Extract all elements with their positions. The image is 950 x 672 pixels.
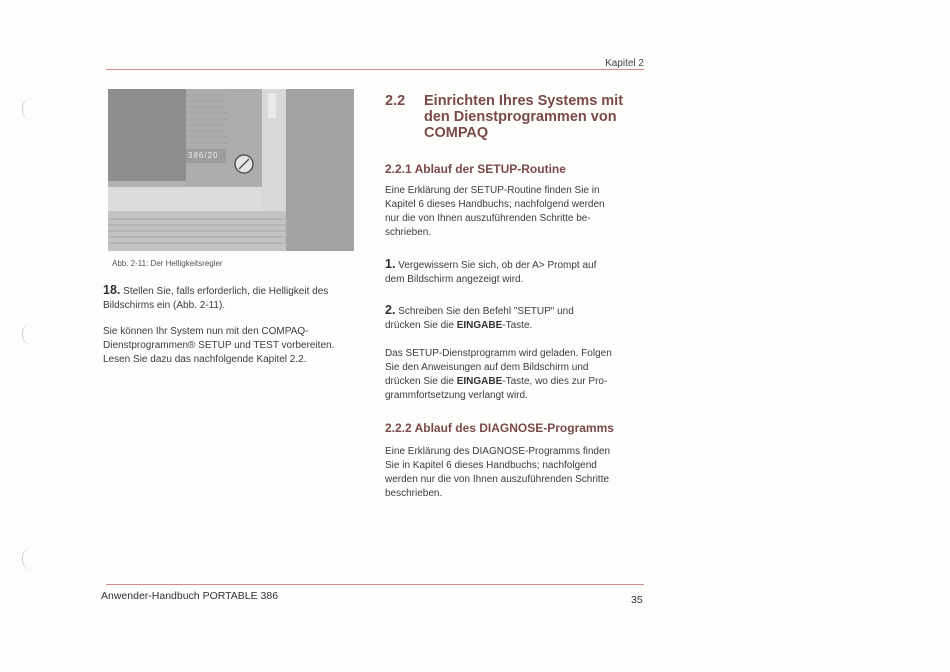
subsection-heading-setup: 2.2.1 Ablauf der SETUP-Routine [385, 162, 566, 176]
model-badge: 386/20 [188, 151, 219, 160]
section-title-line: den Dienstprogrammen von [424, 109, 617, 125]
setup-after-text [385, 347, 647, 403]
section-number: 2.2 [385, 93, 406, 109]
header-rule [106, 69, 644, 70]
photo-illustration [108, 89, 354, 251]
text-line: Sie in Kapitel 6 dieses Handbuchs; nachfolgend [385, 460, 597, 471]
step-number: 1. [385, 257, 396, 271]
text-line: schrieben. [385, 227, 432, 238]
text-line: drücken Sie die [385, 376, 457, 387]
figure-caption: Abb. 2-11: Der Helligkeitsregler [112, 259, 223, 268]
setup-intro [385, 184, 647, 240]
text-line: drücken Sie die [385, 320, 457, 331]
text-line: Eine Erklärung der SETUP-Routine finden Sie in [385, 185, 600, 196]
brightness-control-photo [108, 89, 354, 251]
text-line: -Taste. [502, 320, 533, 331]
text-line: beschrieben. [385, 488, 443, 499]
section-title-line: COMPAQ [424, 125, 489, 141]
page-number: 35 [631, 594, 643, 606]
chapter-running-head: Kapitel 2 [605, 58, 644, 69]
text-line: Sie den Anweisungen auf dem Bildschirm und [385, 362, 589, 373]
text-line: grammfortsetzung verlangt wird. [385, 390, 528, 401]
footer-rule [106, 584, 644, 585]
paragraph-line: Sie können Ihr System nun mit den COMPAQ- [103, 326, 309, 337]
text-line: Vergewissern Sie sich, ob der A> Prompt auf [398, 260, 597, 271]
paragraph-line: Dienstprogrammen® SETUP und TEST vorbereiten. [103, 340, 335, 351]
step-number: 2. [385, 303, 396, 317]
paragraph-line: Lesen Sie dazu das nachfolgende Kapitel 2.2. [103, 354, 307, 365]
subsection-heading-diagnose: 2.2.2 Ablauf des DIAGNOSE-Programms [385, 421, 614, 435]
binder-hole-mark [22, 548, 33, 570]
key-name: EINGABE [456, 376, 503, 387]
text-line: Das SETUP-Dienstprogramm wird geladen. Folgen [385, 348, 612, 359]
text-line: nur die von Ihnen auszuführenden Schritte be- [385, 213, 591, 224]
binder-hole-mark [22, 98, 33, 120]
setup-step-1 [385, 257, 647, 287]
step-number: 18. [103, 283, 121, 297]
section-title-line: Einrichten Ihres Systems mit [424, 93, 624, 109]
text-line: -Taste, wo dies zur Pro- [502, 376, 608, 387]
diagnose-text [385, 445, 647, 501]
section-heading [385, 93, 647, 145]
key-name: EINGABE [456, 320, 503, 331]
binder-hole-mark [22, 323, 33, 345]
text-line: werden nur die von Ihnen auszuführenden Schritte [385, 474, 610, 485]
section-title [424, 93, 664, 141]
step-text: Bildschirms ein (Abb. 2-11). [103, 300, 226, 311]
setup-step-2 [385, 303, 647, 333]
text-line: dem Bildschirm angezeigt wird. [385, 274, 524, 285]
step-text: Stellen Sie, falls erforderlich, die Helligkeit des [123, 286, 329, 297]
paragraph-next-steps [103, 325, 365, 367]
footer-title: Anwender-Handbuch PORTABLE 386 [101, 590, 279, 602]
text-line: Eine Erklärung des DIAGNOSE-Programms finden [385, 446, 611, 457]
step-18 [103, 283, 365, 313]
text-line: Schreiben Sie den Befehl "SETUP" und [398, 306, 574, 317]
text-line: Kapitel 6 dieses Handbuchs; nachfolgend werden [385, 199, 605, 210]
